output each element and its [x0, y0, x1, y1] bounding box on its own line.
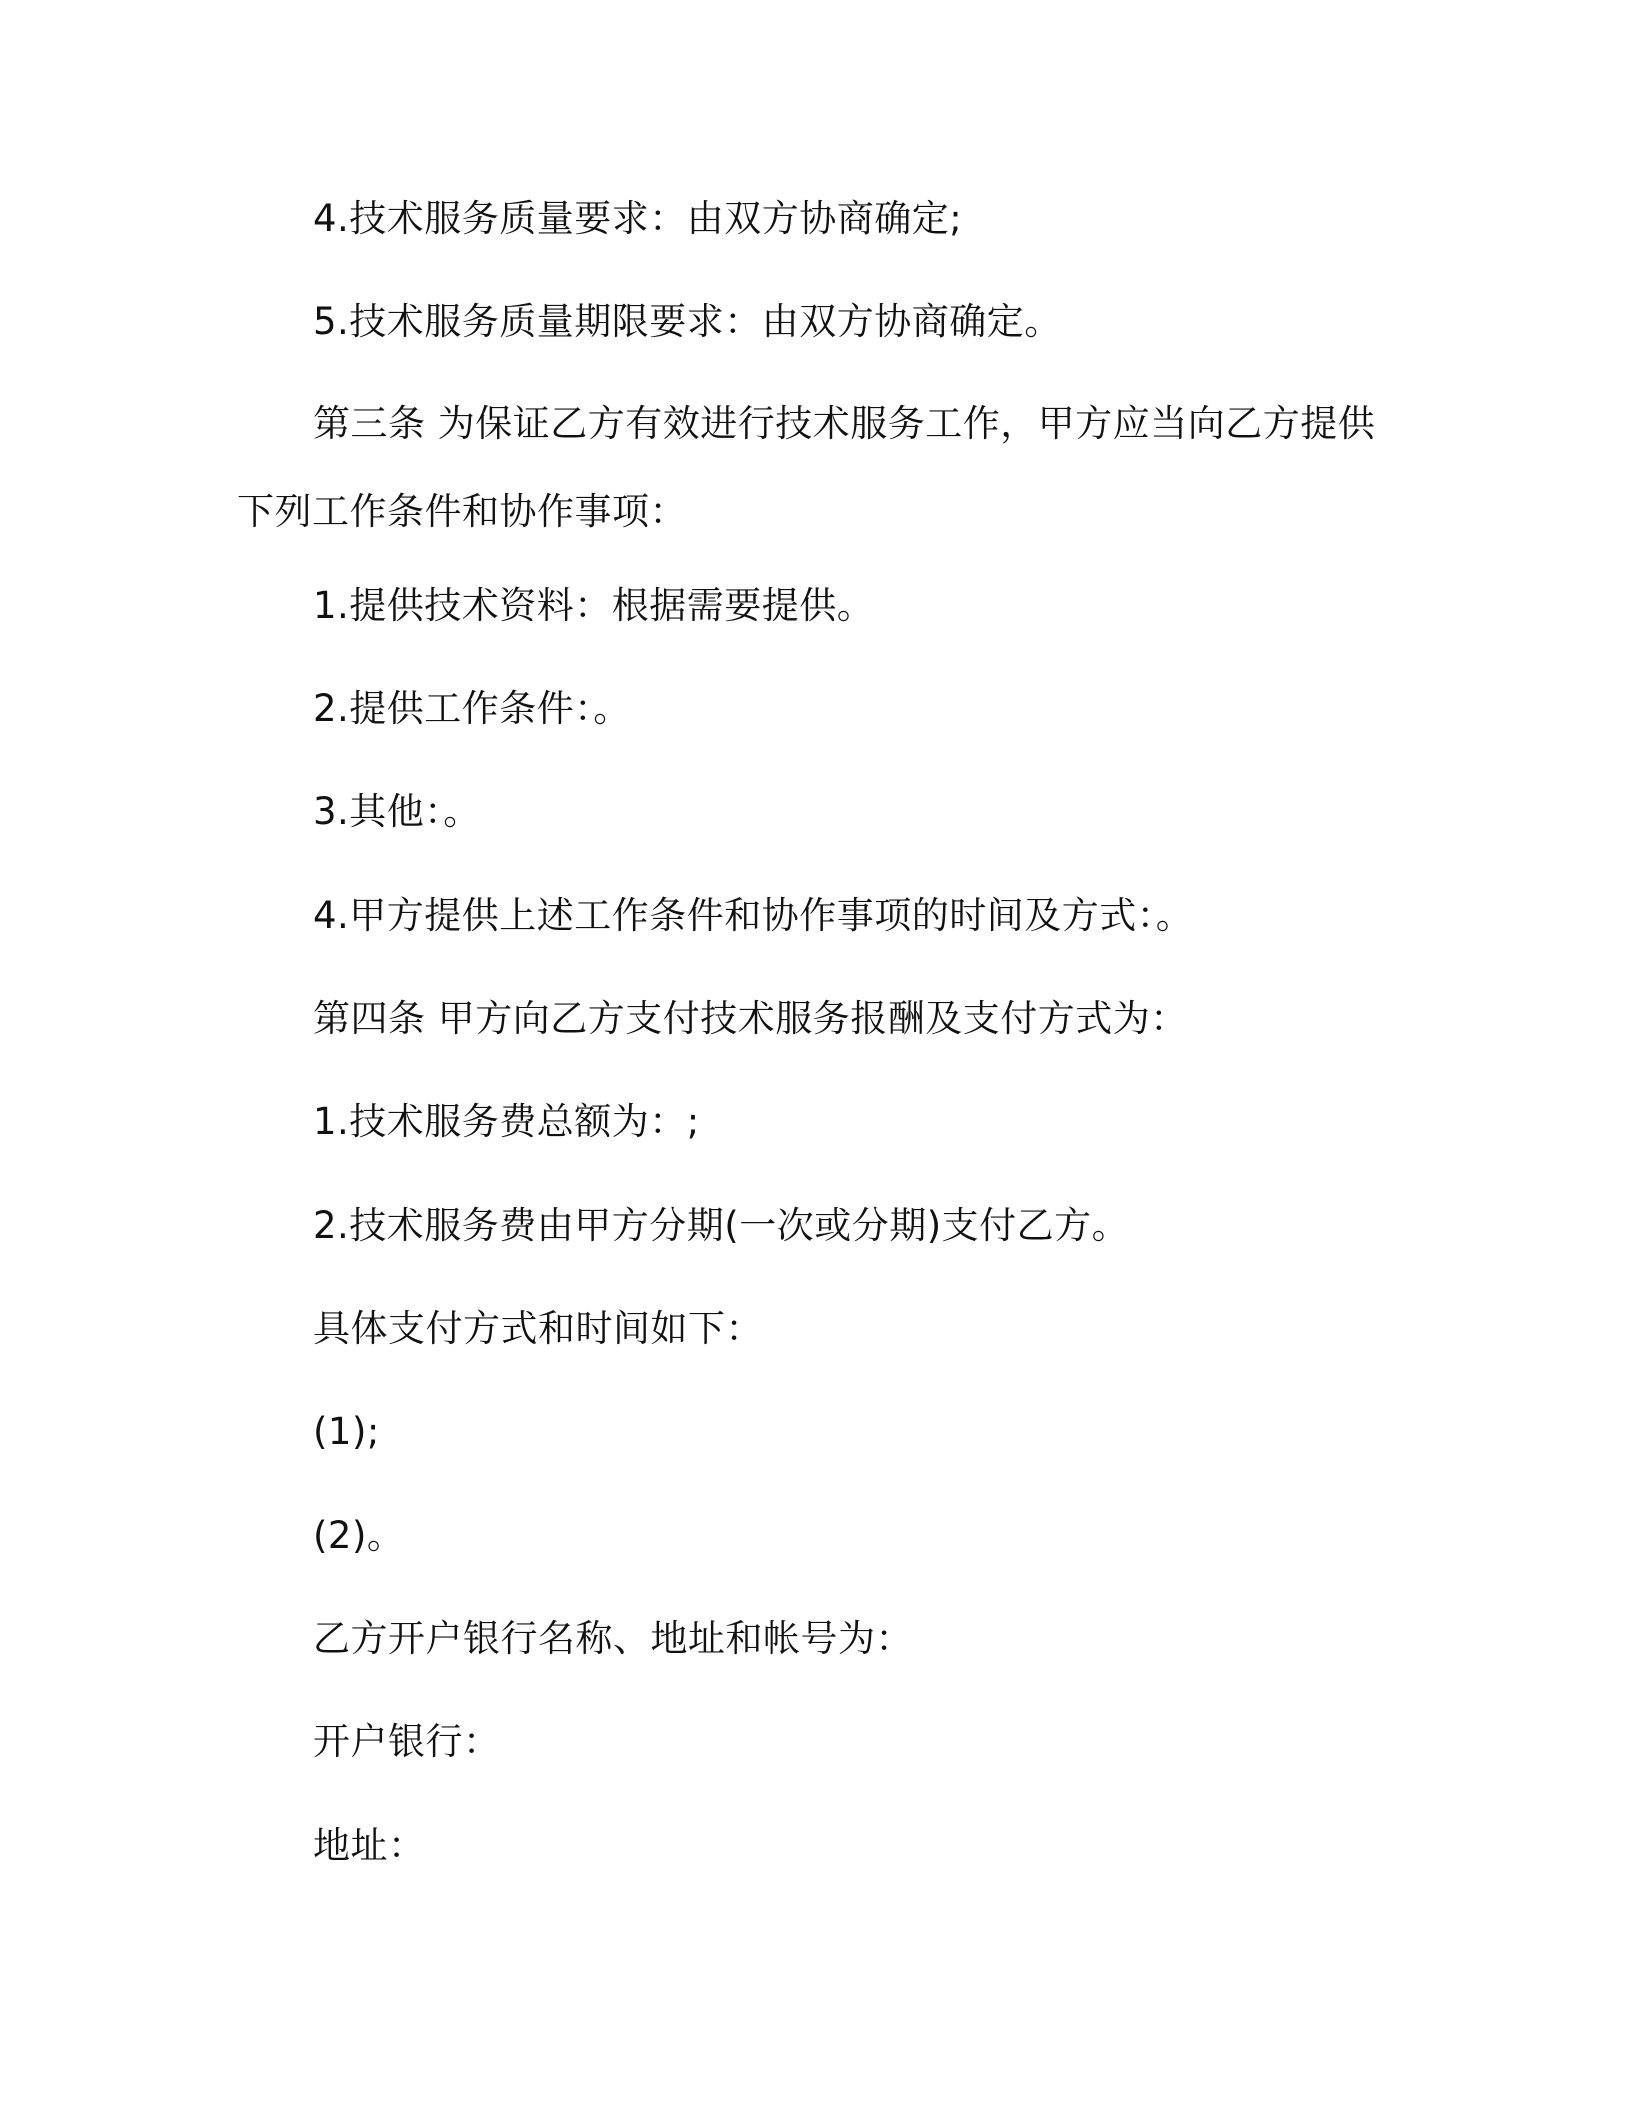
- article-4-heading: 第四条 甲方向乙方支付技术服务报酬及支付方式为：: [313, 997, 1188, 1040]
- article-3-line-2: 下列工作条件和协作事项：: [237, 490, 687, 533]
- payment-installment-item: 2.技术服务费由甲方分期(一次或分期)支付乙方。: [313, 1204, 1130, 1247]
- provide-tech-materials-item: 1.提供技术资料：根据需要提供。: [313, 584, 875, 627]
- quality-requirement-item: 4.技术服务质量要求：由双方协商确定;: [313, 197, 963, 240]
- payment-details-intro: 具体支付方式和时间如下：: [313, 1307, 763, 1350]
- total-fee-item: 1.技术服务费总额为：;: [313, 1100, 700, 1143]
- bank-info-intro: 乙方开户银行名称、地址和帐号为：: [313, 1617, 913, 1660]
- article-3-paragraph: [237, 380, 1397, 556]
- provide-work-conditions-item: 2.提供工作条件：。: [313, 687, 631, 730]
- quality-period-item: 5.技术服务质量期限要求：由双方协商确定。: [313, 300, 1062, 343]
- bank-address-field: 地址：: [313, 1824, 426, 1867]
- article-3-line-1: 第三条 为保证乙方有效进行技术服务工作，甲方应当向乙方提供: [313, 402, 1376, 445]
- other-item: 3.其他：。: [313, 790, 481, 833]
- payment-sub-item-2: (2)。: [313, 1514, 405, 1557]
- bank-name-field: 开户银行：: [313, 1720, 501, 1763]
- time-and-method-item: 4.甲方提供上述工作条件和协作事项的时间及方式：。: [313, 894, 1194, 937]
- payment-sub-item-1: (1);: [313, 1410, 380, 1453]
